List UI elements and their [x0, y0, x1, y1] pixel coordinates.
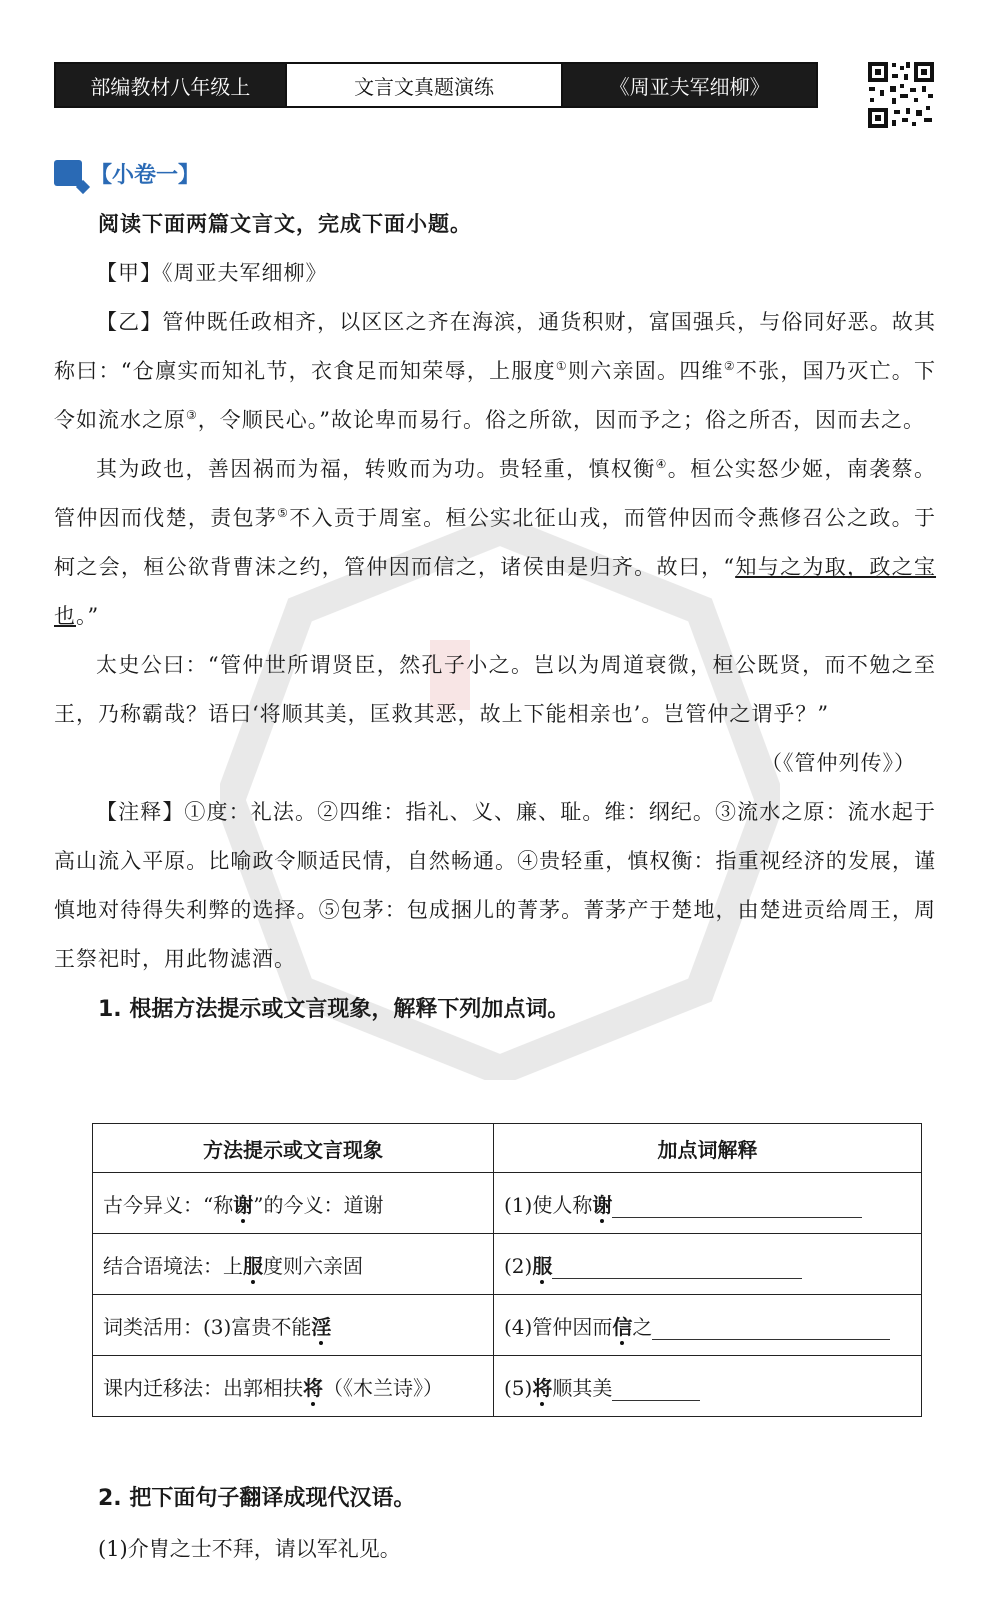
answer-blank-2[interactable]: [552, 1258, 802, 1279]
header-type: 文言文真题演练: [285, 64, 564, 106]
table-row: [93, 1173, 922, 1234]
table-cell-answer: (2)服: [494, 1234, 922, 1295]
table-cell-answer: (4)管仲因而信之: [494, 1295, 922, 1356]
passage-source: （《管仲列传》）: [761, 751, 916, 775]
answer-blank-5[interactable]: [612, 1380, 700, 1401]
table-header-method: 方法提示或文言现象: [93, 1124, 494, 1173]
reading-content: [54, 200, 936, 1036]
table-header-answer: 加点词解释: [494, 1124, 922, 1173]
question-2-title: 2. 把下面句子翻译成现代汉语。: [98, 1486, 416, 1511]
header-bar: [54, 62, 818, 108]
passage-jia-title: 【甲】《周亚夫军细柳》: [96, 261, 328, 285]
table-cell-answer: (5)将顺其美: [494, 1356, 922, 1417]
table-cell-method: 古今异义：“称谢”的今义：道谢: [93, 1173, 494, 1234]
answer-blank-1[interactable]: [612, 1197, 862, 1218]
question-1-title: 1. 根据方法提示或文言现象，解释下列加点词。: [98, 997, 570, 1022]
table-cell-method: 结合语境法：上服度则六亲固: [93, 1234, 494, 1295]
table-row: [93, 1356, 922, 1417]
section-label: 【小卷一】: [90, 162, 201, 188]
annotations: 【注释】①度：礼法。②四维：指礼、义、廉、耻。维：纲纪。③流水之原：流水起于高山流入平原。比喻政令顺适民情，自然畅通。④贵轻重，慎权衡：指重视经济的发展，谨慎地对待得失利弊的选择。⑤包茅：包成捆儿的菁茅。菁茅产于楚地，由楚进贡给周王，周王祭祀时，用此物滤酒。: [54, 800, 936, 971]
question-2: [98, 1474, 415, 1574]
table-row: [93, 1295, 922, 1356]
table-cell-method: 课内迁移法：出郭相扶将（《木兰诗》）: [93, 1356, 494, 1417]
qr-code-icon: [866, 60, 936, 130]
header-title: 《周亚夫军细柳》: [563, 64, 816, 106]
table-cell-method: 词类活用：(3)富贵不能淫: [93, 1295, 494, 1356]
table-row: [93, 1234, 922, 1295]
underlined-sentence: 知与之为取，政之宝也: [54, 555, 937, 628]
section-title: [54, 158, 200, 188]
header-grade: 部编教材八年级上: [56, 64, 285, 106]
answer-blank-4[interactable]: [652, 1319, 890, 1340]
table-header-row: [93, 1124, 922, 1173]
instruction: 阅读下面两篇文言文，完成下面小题。: [98, 212, 472, 236]
question-2-item-1: (1)介胄之士不拜，请以军礼见。: [98, 1537, 401, 1561]
question-1-table: [92, 1123, 922, 1417]
passage-yi-p2: 其为政也，善因祸而为福，转败而为功。贵轻重，慎权衡④。桓公实怒少姬，南袭蔡。管仲因而伐楚，责包茅⑤不入贡于周室。桓公实北征山戎，而管仲因而令燕修召公之政。于柯之会，桓公欲背曹沫之约，管仲因而信之，诸侯由是归齐。故曰，“知与之为取，政之宝也。”: [54, 457, 937, 628]
passage-yi-p1: 【乙】管仲既任政相齐，以区区之齐在海滨，通货积财，富国强兵，与俗同好恶。故其称曰：“仓廪实而知礼节，衣食足而知荣辱，上服度①则六亲固。四维②不张，国乃灭亡。下令如流水之原③，令顺民心。”故论卑而易行。俗之所欲，因而予之；俗之所否，因而去之。: [54, 310, 937, 432]
table-cell-answer: (1)使人称谢: [494, 1173, 922, 1234]
passage-yi-p3: 太史公曰：“管仲世所谓贤臣，然孔子小之。岂以为周道衰微，桓公既贤，而不勉之至王，乃称霸哉？语曰‘将顺其美，匡救其恶，故上下能相亲也’。岂管仲之谓乎？”: [54, 653, 936, 726]
bookmark-icon: [54, 160, 82, 186]
